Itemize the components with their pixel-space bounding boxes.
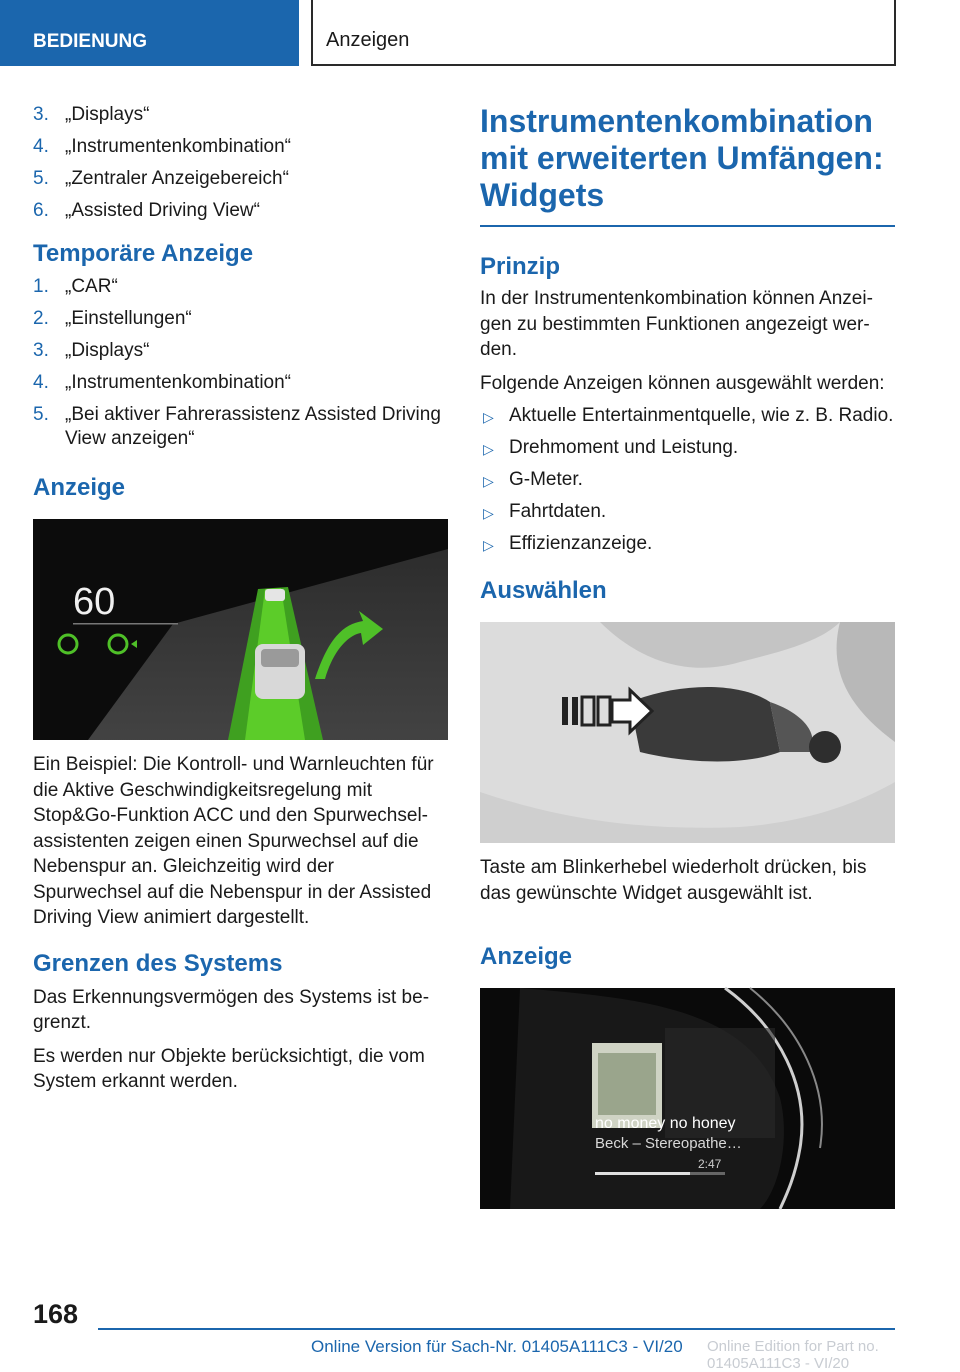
list-item: ▷ G-Meter. — [480, 468, 895, 492]
list-item: 5. „Zentraler Anzeigebereich“ — [33, 168, 289, 189]
footer-rule — [98, 1328, 895, 1330]
widget-display-image — [480, 988, 895, 1209]
heading-temporaere-anzeige: Temporäre Anzeige — [33, 240, 254, 267]
list-item: 6. „Assisted Driving View“ — [33, 200, 260, 221]
widget-bullet-list — [480, 404, 895, 556]
list-item: ▷ Effizienzanzeige. — [480, 532, 895, 556]
heading-auswaehlen: Auswählen — [480, 577, 607, 604]
triangle-bullet-icon: ▷ — [483, 409, 494, 425]
list-item: 4. „Instrumentenkombination“ — [33, 136, 291, 157]
assisted-driving-view-image — [33, 519, 448, 740]
widget-elapsed-time: 2:47 — [698, 1157, 722, 1171]
list-item: ▷ Fahrtdaten. — [480, 500, 895, 524]
widgets-title: Instrumentenkombination mit erweiterten Umfängen: Widgets — [480, 103, 884, 213]
left-column — [33, 103, 448, 1095]
page-title: Anzeigen — [326, 29, 410, 51]
footer-online-version: Online Version für Sach-Nr. 01405A111C3 - VI/20 — [311, 1337, 683, 1356]
list-item: 2. „Einstellungen“ — [33, 308, 192, 329]
prinzip-paragraph-2: Folgende Anzeigen können ausgewählt werden: — [480, 372, 885, 394]
widget-track-title: no money no honey — [595, 1115, 736, 1132]
progress-fill — [595, 1172, 690, 1175]
list-item: 4. „Instrumentenkombination“ — [33, 372, 291, 393]
grenzen-paragraph-1: Das Erkennungsvermögen des Systems ist begrenzt. — [33, 986, 430, 1033]
cluster-widget-illustration — [480, 988, 895, 1209]
footer-watermark: Online Edition for Part no. 01405A111C3 - VI/20 — [707, 1338, 879, 1372]
turn-signal-lever-image — [480, 622, 895, 843]
right-column — [480, 103, 895, 1209]
list-item: 3. „Displays“ — [33, 340, 150, 361]
title-rule — [480, 225, 895, 227]
lane-change-illustration — [33, 519, 448, 740]
numbered-list-temp — [33, 275, 448, 451]
heading-anzeige-right: Anzeige — [480, 943, 573, 970]
section-label: BEDIENUNG — [33, 31, 148, 52]
list-item: 1. „CAR“ — [33, 276, 118, 297]
heading-prinzip: Prinzip — [480, 253, 561, 280]
list-item: ▷ Drehmoment und Leistung. — [480, 436, 895, 460]
list-item: 5. „Bei aktiver Fahrerassistenz Assisted Driving View anzeigen“ — [33, 404, 441, 449]
auswaehlen-description: Taste am Blinkerhebel wiederholt drücken, bis das gewünschte Widget ausgewählt ist. — [480, 857, 867, 904]
triangle-bullet-icon: ▷ — [483, 441, 494, 457]
widget-artist: Beck – Stereopathe… — [595, 1135, 742, 1152]
heading-anzeige: Anzeige — [33, 474, 126, 501]
list-item: 3. „Displays“ — [33, 104, 150, 125]
heading-grenzen: Grenzen des Systems — [33, 949, 283, 977]
numbered-list-top — [33, 103, 448, 223]
page-number: 168 — [33, 1299, 79, 1329]
lever-illustration — [480, 622, 895, 843]
section-tab — [0, 0, 299, 66]
speed-readout: 60 — [73, 581, 116, 623]
anzeige-description: Ein Beispiel: Die Kontroll- und Warnleuchten für die Aktive Geschwindigkeitsregelung mit Stop&Go-Funktion ACC und den Spurwechselassistenten zeigen einen Spurwechsel auf die Nebenspur an. Gleichzeitig wird der Spurwechsel auf die Nebenspur in der Assisted Driving View animiert dargestellt. — [33, 754, 434, 928]
triangle-bullet-icon: ▷ — [483, 473, 494, 489]
triangle-bullet-icon: ▷ — [483, 505, 494, 521]
prinzip-paragraph-1: In der Instrumentenkombination können Anzeigen zu bestimmten Funktionen angezeigt werden. — [480, 288, 873, 360]
triangle-bullet-icon: ▷ — [483, 537, 494, 553]
grenzen-paragraph-2: Es werden nur Objekte berücksichtigt, die vom System erkannt werden. — [33, 1045, 425, 1092]
list-item: ▷ Aktuelle Entertainmentquelle, wie z. B. Radio. — [480, 404, 895, 428]
